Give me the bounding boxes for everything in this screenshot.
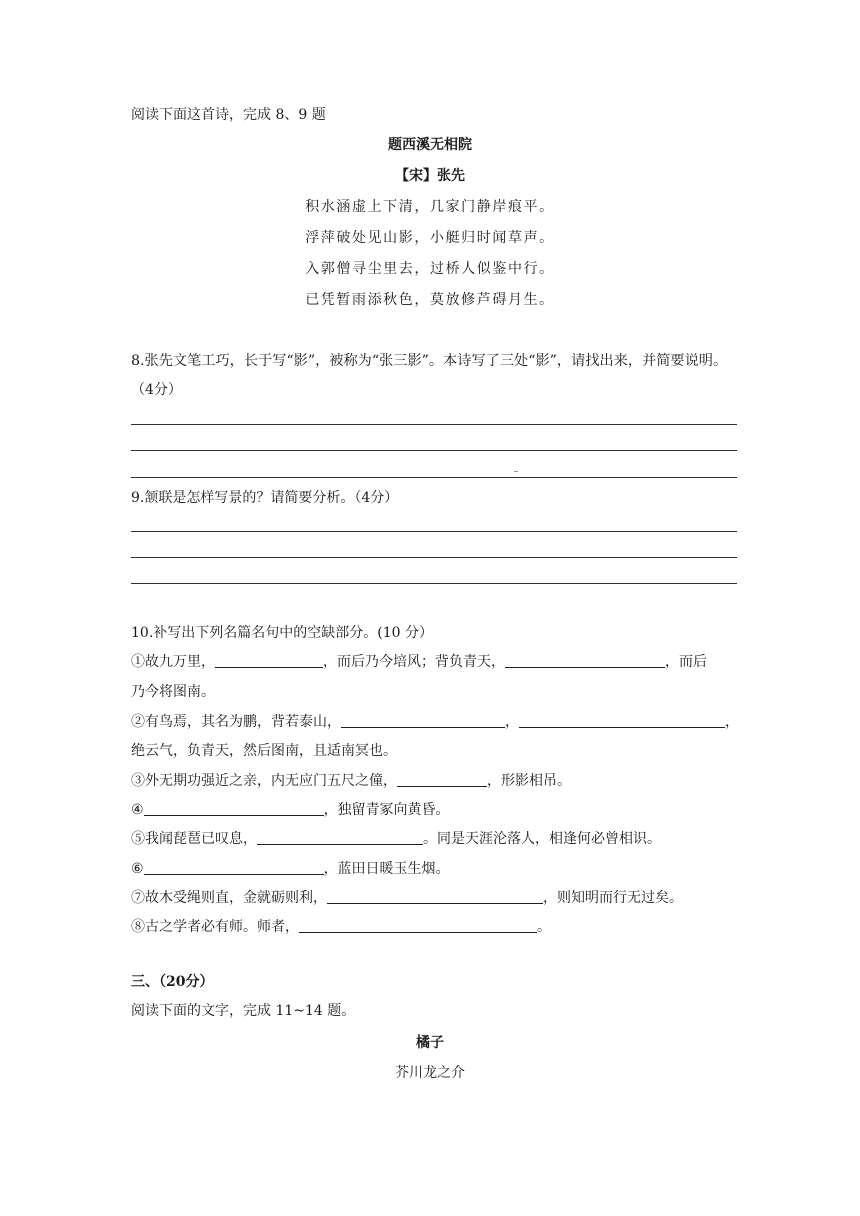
fill-text: 。同是天涯沦落人，相逢何必曾相识。 bbox=[423, 831, 661, 847]
fill-blank[interactable] bbox=[215, 653, 323, 668]
fill-blank[interactable] bbox=[144, 801, 324, 816]
answer-line-9-1[interactable] bbox=[131, 531, 737, 532]
fill-text: ，形影相吊。 bbox=[487, 773, 571, 789]
question-8-points: （4分） bbox=[131, 382, 182, 398]
fill-item-5 bbox=[131, 830, 661, 848]
fill-blank[interactable] bbox=[341, 713, 505, 728]
poem-line-2: 浮萍破处见山影，小艇归时闻草声。 bbox=[305, 230, 555, 246]
answer-line-9-2[interactable] bbox=[131, 557, 737, 558]
fill-blank[interactable] bbox=[327, 889, 543, 904]
fill-text: 。 bbox=[537, 919, 551, 935]
fill-item-7 bbox=[131, 889, 683, 907]
question-8: 8.张先文笔工巧，长于写“影”，被称为“张三影”。本诗写了三处“影”，请找出来，并简要说明。 bbox=[131, 353, 728, 369]
fill-blank[interactable] bbox=[397, 772, 487, 787]
section-3-intro: 阅读下面的文字，完成 11~14 题。 bbox=[131, 1003, 356, 1019]
fill-item-6 bbox=[131, 860, 450, 878]
fill-text: ，而后 bbox=[665, 654, 707, 670]
fill-blank[interactable] bbox=[505, 653, 665, 668]
fill-blank[interactable] bbox=[257, 830, 423, 845]
passage-title: 橘子 bbox=[416, 1035, 444, 1051]
fill-text: ，而后乃今培风；背负青天， bbox=[323, 654, 505, 670]
poem-author: 【宋】张先 bbox=[395, 168, 465, 184]
section-3-heading: 三、（20分） bbox=[131, 974, 214, 990]
fill-text: ④ bbox=[131, 802, 144, 818]
question-10-title: 10.补写出下列名篇名句中的空缺部分。(10 分） bbox=[131, 625, 433, 641]
page-mark bbox=[514, 471, 518, 472]
fill-text: ， bbox=[725, 714, 739, 730]
fill-text: ， bbox=[505, 714, 519, 730]
poem-line-1: 积水涵虚上下清，几家门静岸痕平。 bbox=[305, 199, 555, 215]
poem-title: 题西溪无相院 bbox=[388, 137, 472, 153]
fill-item-4 bbox=[131, 801, 450, 819]
answer-line-8-3[interactable] bbox=[131, 477, 737, 478]
answer-line-9-3[interactable] bbox=[131, 583, 737, 584]
fill-item-3 bbox=[131, 772, 571, 790]
passage-author: 芥川龙之介 bbox=[395, 1065, 465, 1081]
answer-line-8-1[interactable] bbox=[131, 424, 737, 425]
answer-line-8-2[interactable] bbox=[131, 450, 737, 451]
fill-item-8 bbox=[131, 918, 551, 936]
fill-blank[interactable] bbox=[299, 918, 537, 933]
poem-line-3: 入郭僧寻尘里去，过桥人似鉴中行。 bbox=[305, 261, 555, 277]
fill-text: ②有鸟焉，其名为鹏，背若泰山， bbox=[131, 714, 341, 730]
fill-text: ③外无期功强近之亲，内无应门五尺之僮， bbox=[131, 773, 397, 789]
fill-text: ⑤我闻琵琶已叹息， bbox=[131, 831, 257, 847]
fill-blank[interactable] bbox=[144, 860, 324, 875]
fill-text: ⑥ bbox=[131, 861, 144, 877]
fill-text: ，独留青冢向黄昏。 bbox=[323, 802, 450, 818]
fill-text: ⑧古之学者必有师。师者， bbox=[131, 919, 299, 935]
fill-item-2-cont: 绝云气，负青天，然后图南，且适南冥也。 bbox=[131, 743, 397, 759]
fill-text: ，则知明而行无过矣。 bbox=[543, 890, 683, 906]
fill-item-2 bbox=[131, 713, 739, 731]
fill-text: ①故九万里， bbox=[131, 654, 215, 670]
fill-item-1-cont: 乃今将图南。 bbox=[131, 684, 215, 700]
fill-text: ⑦故木受绳则直，金就砺则利， bbox=[131, 890, 327, 906]
fill-text: ，蓝田日暖玉生烟。 bbox=[323, 861, 450, 877]
poem-line-4: 已凭暂雨添秋色，莫放修芦碍月生。 bbox=[305, 292, 555, 308]
question-9: 9.颔联是怎样写景的？请简要分析。（4分） bbox=[131, 490, 399, 506]
poem-intro: 阅读下面这首诗，完成 8、9 题 bbox=[131, 107, 326, 123]
fill-blank[interactable] bbox=[519, 713, 725, 728]
fill-item-1 bbox=[131, 653, 707, 671]
